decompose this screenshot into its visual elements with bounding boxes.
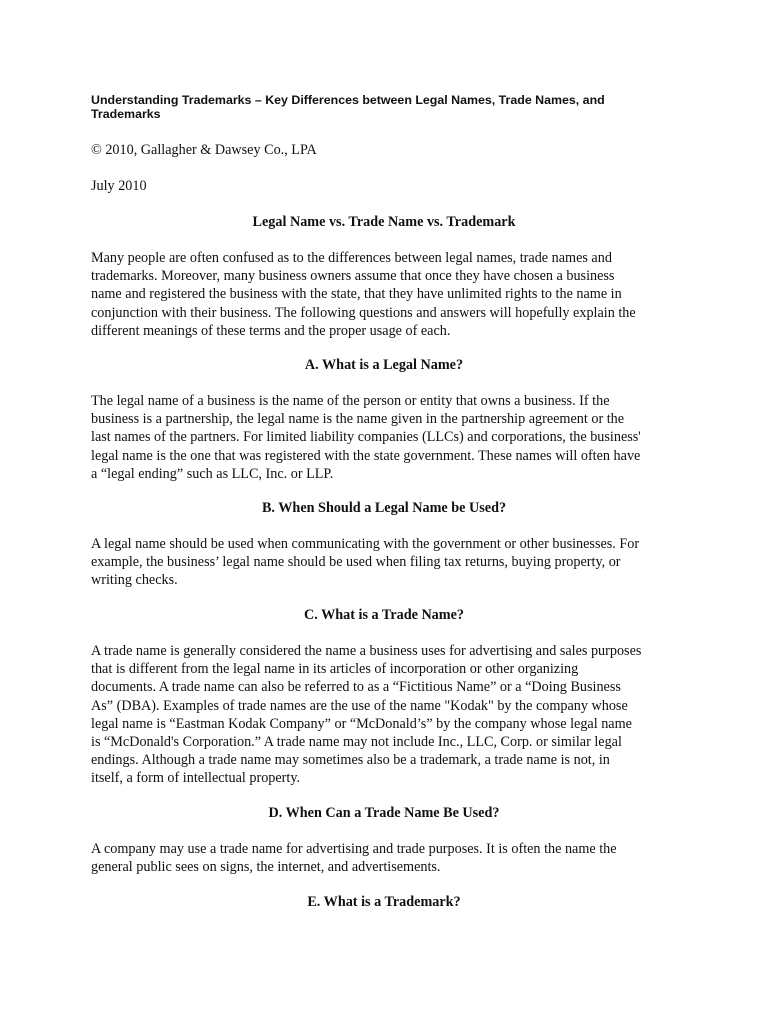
paragraph-legal-name: [91, 392, 681, 483]
text-line: general public sees on signs, the internet, and advertisements.: [91, 859, 441, 876]
text-line: trademarks. Moreover, many business owners assume that once they have chosen a business: [91, 268, 615, 285]
text-line: A company may use a trade name for advertising and trade purposes. It is often the name the: [91, 841, 617, 857]
text-line: conjunction with their business. The following questions and answers will hopefully explain the: [91, 304, 636, 321]
paragraph-trade-name-use: [91, 840, 681, 876]
main-heading: Legal Name vs. Trade Name vs. Trademark: [252, 214, 516, 230]
text-line: documents. A trade name can also be referred to as a “Fictitious Name” or a “Doing Business: [91, 679, 621, 696]
text-line: that is different from the legal name in its articles of incorporation or other organizing: [91, 661, 579, 678]
text-line: The legal name of a business is the name of the person or entity that owns a business. If the: [91, 393, 610, 409]
paragraph-trade-name: [91, 642, 681, 788]
text-line: endings. Although a trade name may sometimes also be a trademark, a trade name is not, in: [91, 752, 610, 769]
text-line: writing checks.: [91, 572, 178, 589]
text-line: As” (DBA). Examples of trade names are the use of the name "Kodak" by the company whose: [91, 697, 628, 714]
text-line: is “McDonald's Corporation.” A trade name may not include Inc., LLC, Corp. or similar legal: [91, 734, 622, 751]
text-line: Many people are often confused as to the differences between legal names, trade names and: [91, 250, 612, 266]
section-heading-legal-name-use: B. When Should a Legal Name be Used?: [261, 500, 507, 516]
text-line: a “legal ending” such as LLC, Inc. or LLP.: [91, 465, 334, 482]
text-line: legal name is “Eastman Kodak Company” or “McDonald’s” by the company whose legal name: [91, 715, 632, 732]
section-heading-trade-name: C. What is a Trade Name?: [303, 607, 464, 623]
section-heading-trade-name-use: D. When Can a Trade Name Be Used?: [268, 805, 500, 821]
text-line: legal name is the one that was registered with the state government. These names will often have: [91, 447, 641, 464]
text-line: last names of the partners. For limited liability companies (LLCs) and corporations, the business': [91, 429, 641, 446]
document-title: Understanding Trademarks – Key Differences between Legal Names, Trade Names, and Trademarks: [91, 93, 605, 121]
section-heading-trademark: E. What is a Trademark?: [307, 894, 461, 910]
text-line: example, the business’ legal name should be used when filing tax returns, buying property, or: [91, 554, 621, 571]
date-line: July 2010: [91, 178, 147, 194]
intro-paragraph: [91, 249, 681, 340]
copyright-line: © 2010, Gallagher & Dawsey Co., LPA: [91, 142, 317, 158]
text-line: business is a partnership, the legal name is the name given in the partnership agreement or the: [91, 411, 625, 428]
paragraph-legal-name-use: [91, 535, 681, 590]
text-line: different meanings of these terms and the proper usage of each.: [91, 322, 451, 339]
text-line: A trade name is generally considered the name a business uses for advertising and sales purposes: [91, 643, 642, 659]
section-heading-legal-name: A. What is a Legal Name?: [304, 357, 464, 373]
text-line: name and registered the business with the state, that they have unlimited rights to the name in: [91, 286, 622, 303]
text-line: A legal name should be used when communicating with the government or other businesses. For: [91, 536, 640, 552]
text-line: itself, a form of intellectual property.: [91, 770, 301, 787]
